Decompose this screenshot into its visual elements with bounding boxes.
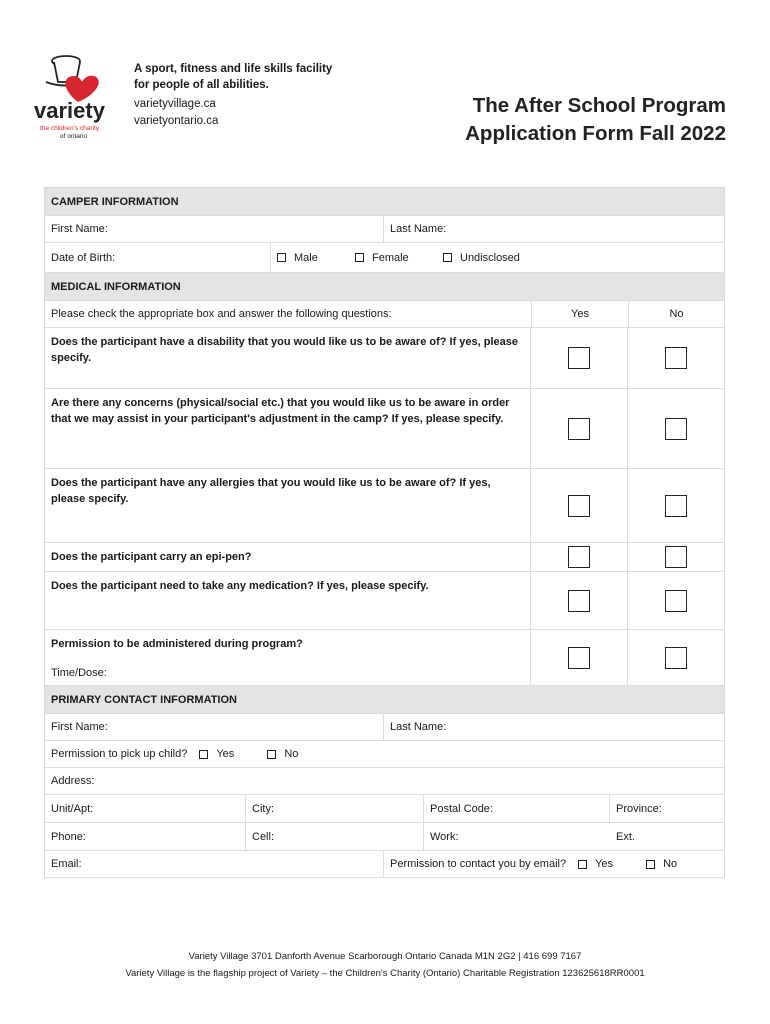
- title-line-1: The After School Program: [472, 94, 726, 117]
- phone-field[interactable]: [45, 823, 246, 850]
- q6-yes-checkbox[interactable]: [568, 647, 590, 669]
- work-field[interactable]: [424, 823, 610, 850]
- email-yes-option[interactable]: [578, 858, 646, 870]
- phone-label: Phone:: [51, 830, 86, 843]
- q2-no-checkbox[interactable]: [665, 418, 687, 440]
- pickup-label: Permission to pick up child?: [51, 748, 188, 760]
- email-permission: [384, 851, 724, 877]
- cell-label: Cell:: [252, 830, 275, 843]
- application-form: [44, 187, 725, 878]
- q1-no[interactable]: [628, 328, 724, 388]
- time-dose-label: Time/Dose:: [51, 667, 107, 679]
- email-yes-label: Yes: [595, 858, 614, 870]
- q6-yes[interactable]: [531, 630, 628, 685]
- q5-yes-checkbox[interactable]: [568, 590, 590, 612]
- no-column-header: [629, 301, 724, 327]
- logo-sub2: of ontario: [60, 133, 88, 140]
- work-label: Work:: [430, 830, 459, 843]
- pickup-yes-checkbox[interactable]: [199, 750, 208, 759]
- gender-male-option[interactable]: [277, 252, 355, 264]
- camper-first-name-field[interactable]: [45, 216, 384, 242]
- question-allergies: [45, 469, 724, 543]
- medical-instruction-row: [45, 301, 724, 328]
- dob-gender-row: [45, 243, 724, 273]
- address-row: [45, 768, 724, 795]
- female-checkbox[interactable]: [355, 253, 364, 262]
- q2-no[interactable]: [628, 389, 724, 468]
- contact-first-name-field[interactable]: [45, 714, 384, 740]
- q6-no-checkbox[interactable]: [665, 647, 687, 669]
- city-label: City:: [252, 802, 274, 815]
- undisclosed-checkbox[interactable]: [443, 253, 452, 262]
- email-no-label: No: [663, 858, 678, 870]
- female-label: Female: [372, 251, 409, 264]
- q1-yes[interactable]: [531, 328, 628, 388]
- ext-label: Ext.: [616, 830, 635, 843]
- q5-yes[interactable]: [531, 572, 628, 629]
- q2-yes-checkbox[interactable]: [568, 418, 590, 440]
- camper-name-row: [45, 216, 724, 243]
- link-varietyontario[interactable]: varietyontario.ca: [134, 115, 219, 127]
- footer-address: Variety Village 3701 Danforth Avenue Scarborough Ontario Canada M1N 2G2 | 416 699 7167: [188, 951, 582, 962]
- question-text-block: [45, 630, 531, 685]
- question-medication: [45, 572, 724, 630]
- q6-no[interactable]: [628, 630, 724, 685]
- q3-yes-checkbox[interactable]: [568, 495, 590, 517]
- email-no-checkbox[interactable]: [646, 860, 655, 869]
- cell-field[interactable]: [246, 823, 424, 850]
- question-text: Does the participant carry an epi-pen?: [45, 543, 531, 571]
- question-text: Does the participant have a disability that you would like us to be aware of? If yes, please specify.: [45, 328, 531, 388]
- dob-field[interactable]: [45, 243, 271, 272]
- dob-label: Date of Birth:: [51, 251, 116, 264]
- last-name-label: Last Name:: [390, 223, 447, 235]
- no-header-label: No: [669, 308, 684, 320]
- question-disability: [45, 328, 724, 389]
- male-checkbox[interactable]: [277, 253, 286, 262]
- q3-yes[interactable]: [531, 469, 628, 542]
- male-label: Male: [294, 251, 318, 264]
- pickup-no-checkbox[interactable]: [267, 750, 276, 759]
- pickup-yes-option[interactable]: [199, 748, 267, 760]
- link-varietyvillage[interactable]: varietyvillage.ca: [134, 98, 216, 110]
- q5-no[interactable]: [628, 572, 724, 629]
- instruction-text: Please check the appropriate box and answer the following questions:: [51, 308, 392, 320]
- address-label: Address:: [51, 775, 95, 787]
- q1-no-checkbox[interactable]: [665, 347, 687, 369]
- medical-instruction: [45, 301, 532, 327]
- page-title: [465, 92, 726, 148]
- undisclosed-label: Undisclosed: [460, 251, 520, 264]
- question-epipen: [45, 543, 724, 572]
- phone-row: [45, 823, 724, 851]
- question-text: Permission to be administered during program?: [51, 638, 303, 650]
- pickup-yes-label: Yes: [216, 748, 235, 760]
- first-name-label: First Name:: [51, 223, 108, 235]
- question-permission-administer: [45, 630, 724, 686]
- province-field[interactable]: [610, 795, 724, 822]
- email-label: Email:: [51, 858, 82, 870]
- q4-no-checkbox[interactable]: [665, 546, 687, 568]
- address-field[interactable]: [45, 768, 724, 794]
- email-perm-label: Permission to contact you by email?: [390, 858, 567, 870]
- unit-field[interactable]: [45, 795, 246, 822]
- email-row: [45, 851, 724, 878]
- postal-label: Postal Code:: [430, 802, 493, 815]
- gender-options: [271, 243, 724, 272]
- unit-label: Unit/Apt:: [51, 802, 94, 815]
- question-text: Does the participant need to take any medication? If yes, please specify.: [45, 572, 531, 629]
- q5-no-checkbox[interactable]: [665, 590, 687, 612]
- q4-no[interactable]: [628, 543, 724, 571]
- q3-no[interactable]: [628, 469, 724, 542]
- tagline: A sport, fitness and life skills facility for people of all abilities.: [134, 63, 333, 91]
- gender-female-option[interactable]: [355, 252, 443, 264]
- ext-field[interactable]: [610, 823, 724, 850]
- email-field[interactable]: [45, 851, 384, 877]
- contact-last-name-field[interactable]: [384, 714, 724, 740]
- question-concerns: [45, 389, 724, 469]
- logo-wordmark: variety: [34, 98, 105, 123]
- pickup-permission: [45, 741, 724, 767]
- email-yes-checkbox[interactable]: [578, 860, 587, 869]
- q3-no-checkbox[interactable]: [665, 495, 687, 517]
- camper-section-heading: CAMPER INFORMATION: [45, 188, 724, 216]
- footer-registration: Variety Village is the flagship project of Variety – the Children's Charity (Ontario) Charitable Registration 123625618RR0001: [125, 968, 645, 979]
- pickup-no-option[interactable]: [267, 748, 298, 760]
- medical-section-heading: MEDICAL INFORMATION: [45, 273, 724, 301]
- title-line-2: Application Form Fall 2022: [465, 122, 726, 145]
- q1-yes-checkbox[interactable]: [568, 347, 590, 369]
- pickup-no-label: No: [284, 748, 299, 760]
- question-text: Are there any concerns (physical/social etc.) that you would like us to be aware in order that we may assist in your participant's adjustment in the camp? If yes, please specify.: [45, 389, 531, 468]
- camper-last-name-field[interactable]: [384, 216, 724, 242]
- contact-name-row: [45, 714, 724, 741]
- q4-yes[interactable]: [531, 543, 628, 571]
- city-field[interactable]: [246, 795, 424, 822]
- contact-section-heading: PRIMARY CONTACT INFORMATION: [45, 686, 724, 714]
- email-no-option[interactable]: [646, 858, 677, 870]
- pickup-row: [45, 741, 724, 768]
- website-links: [134, 96, 218, 130]
- question-text: Does the participant have any allergies that you would like us to be aware of? If yes, please specify.: [45, 469, 531, 542]
- location-row: [45, 795, 724, 823]
- contact-last-name-label: Last Name:: [390, 721, 447, 733]
- yes-header-label: Yes: [571, 308, 589, 320]
- gender-undisclosed-option[interactable]: [443, 252, 520, 264]
- footer: [0, 948, 770, 982]
- q2-yes[interactable]: [531, 389, 628, 468]
- province-label: Province:: [616, 802, 662, 815]
- postal-code-field[interactable]: [424, 795, 610, 822]
- q4-yes-checkbox[interactable]: [568, 546, 590, 568]
- yes-column-header: [532, 301, 629, 327]
- variety-logo: [32, 48, 122, 143]
- logo-sub1: the children's charity: [40, 125, 100, 132]
- contact-first-name-label: First Name:: [51, 721, 108, 733]
